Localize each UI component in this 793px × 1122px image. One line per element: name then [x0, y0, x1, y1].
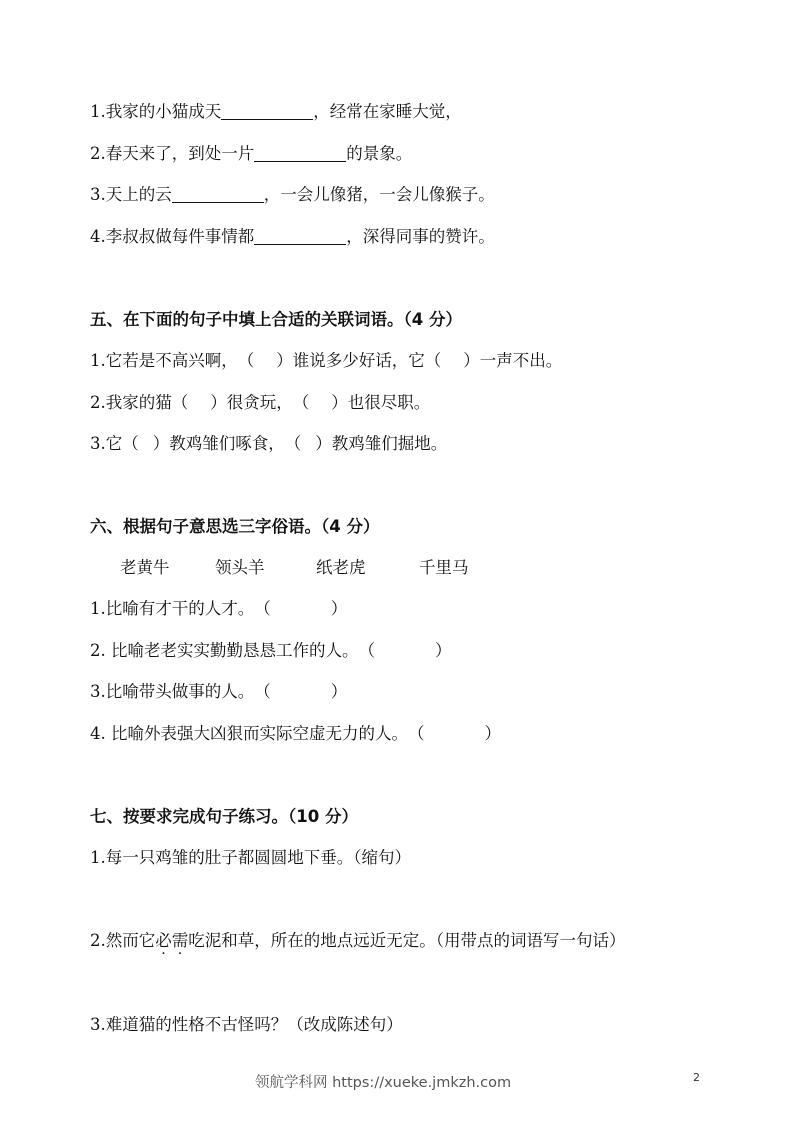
- s7-question-2: [90, 930, 626, 952]
- s6-item-4-text: 4. 比喻外表强大凶狠而实际空虚无力的人。: [90, 724, 408, 743]
- answer-paren[interactable]: （ ）: [358, 641, 452, 660]
- s4-item-1-text: 1.我家的小猫成天: [90, 102, 222, 121]
- s5-q2-part-c: 也很尽职。: [347, 393, 431, 412]
- s4-item-4-text-end: ，深得同事的赞许。: [346, 227, 495, 246]
- s5-q3-part-b: 教鸡雏们啄食，: [169, 434, 285, 453]
- s7-question-1: 1.每一只鸡雏的肚子都圆圆地下垂。（缩句）: [90, 848, 411, 867]
- answer-blank[interactable]: [221, 101, 313, 120]
- s5-q1-part-b: 谁说多少好话，它: [292, 351, 425, 370]
- s6-item-3-text: 3.比喻带头做事的人。: [90, 682, 255, 701]
- s4-item-1-text-end: ，经常在家睡大觉，: [313, 102, 462, 121]
- dotted-char-1: 必: [155, 931, 172, 950]
- s5-q1-part-c: 一声不出。: [479, 351, 563, 370]
- dotted-char-2: 需: [171, 931, 189, 950]
- option-4: 千里马: [419, 558, 469, 577]
- answer-paren[interactable]: （ ）: [284, 434, 332, 453]
- s5-q2-part-b: 很贪玩，: [226, 393, 293, 412]
- answer-paren[interactable]: （ ）: [254, 599, 348, 618]
- s6-item-1: [90, 598, 347, 620]
- answer-paren[interactable]: （ ）: [254, 682, 348, 701]
- s4-item-2-text-end: 的景象。: [346, 144, 413, 163]
- section-5-heading: 五、在下面的句子中填上合适的关联词语。（4 分）: [90, 310, 462, 329]
- s4-item-1: [90, 101, 462, 123]
- s5-question-3: [90, 433, 447, 455]
- answer-blank[interactable]: [254, 143, 346, 162]
- s6-item-2: [90, 640, 452, 662]
- s5-question-1: [90, 350, 562, 372]
- answer-paren[interactable]: （ ）: [408, 724, 501, 743]
- option-2: 领头羊: [215, 558, 265, 577]
- s4-item-3: [90, 184, 495, 206]
- s7-q2-post: 吃泥和草，所在的地点远近无定。（用带点的词语写一句话）: [188, 931, 626, 950]
- s7-q2-pre: 2.然而它: [90, 931, 156, 950]
- answer-paren[interactable]: （ ）: [171, 393, 227, 412]
- s5-q2-part-a: 2.我家的猫: [90, 393, 172, 412]
- answer-paren[interactable]: （ ）: [424, 351, 480, 370]
- option-3: 纸老虎: [316, 558, 366, 577]
- answer-paren[interactable]: （ ）: [237, 351, 293, 370]
- section-7-heading: 七、按要求完成句子练习。（10 分）: [90, 807, 358, 826]
- s4-item-2: [90, 143, 412, 165]
- s4-item-4: [90, 226, 495, 248]
- answer-blank[interactable]: [172, 184, 264, 203]
- s7-question-3: 3.难道猫的性格不古怪吗？（改成陈述句）: [90, 1015, 403, 1034]
- answer-blank[interactable]: [254, 226, 346, 245]
- s5-q3-part-a: 3.它: [90, 434, 123, 453]
- s5-q1-part-a: 1.它若是不高兴啊，: [90, 351, 238, 370]
- s6-item-3: [90, 681, 347, 703]
- s5-question-2: [90, 392, 430, 414]
- section-6-heading: 六、根据句子意思选三字俗语。（4 分）: [90, 517, 380, 536]
- page-number: 2: [693, 1071, 700, 1084]
- s4-item-2-text: 2.春天来了，到处一片: [90, 144, 255, 163]
- s4-item-3-text: 3.天上的云: [90, 185, 172, 204]
- s4-item-4-text: 4.李叔叔做每件事情都: [90, 227, 255, 246]
- s6-item-2-text: 2. 比喻老老实实勤勤恳恳工作的人。: [90, 641, 359, 660]
- answer-paren[interactable]: （ ）: [292, 393, 348, 412]
- s5-q3-part-c: 教鸡雏们掘地。: [331, 434, 448, 453]
- s6-item-4: [90, 723, 501, 745]
- answer-paren[interactable]: （ ）: [122, 434, 170, 453]
- footer-source: 领航学科网 https://xueke.jmkzh.com: [255, 1075, 512, 1091]
- s6-item-1-text: 1.比喻有才干的人才。: [90, 599, 255, 618]
- s4-item-3-text-end: ，一会儿像猪，一会儿像猴子。: [263, 185, 495, 204]
- option-1: 老黄牛: [120, 558, 170, 577]
